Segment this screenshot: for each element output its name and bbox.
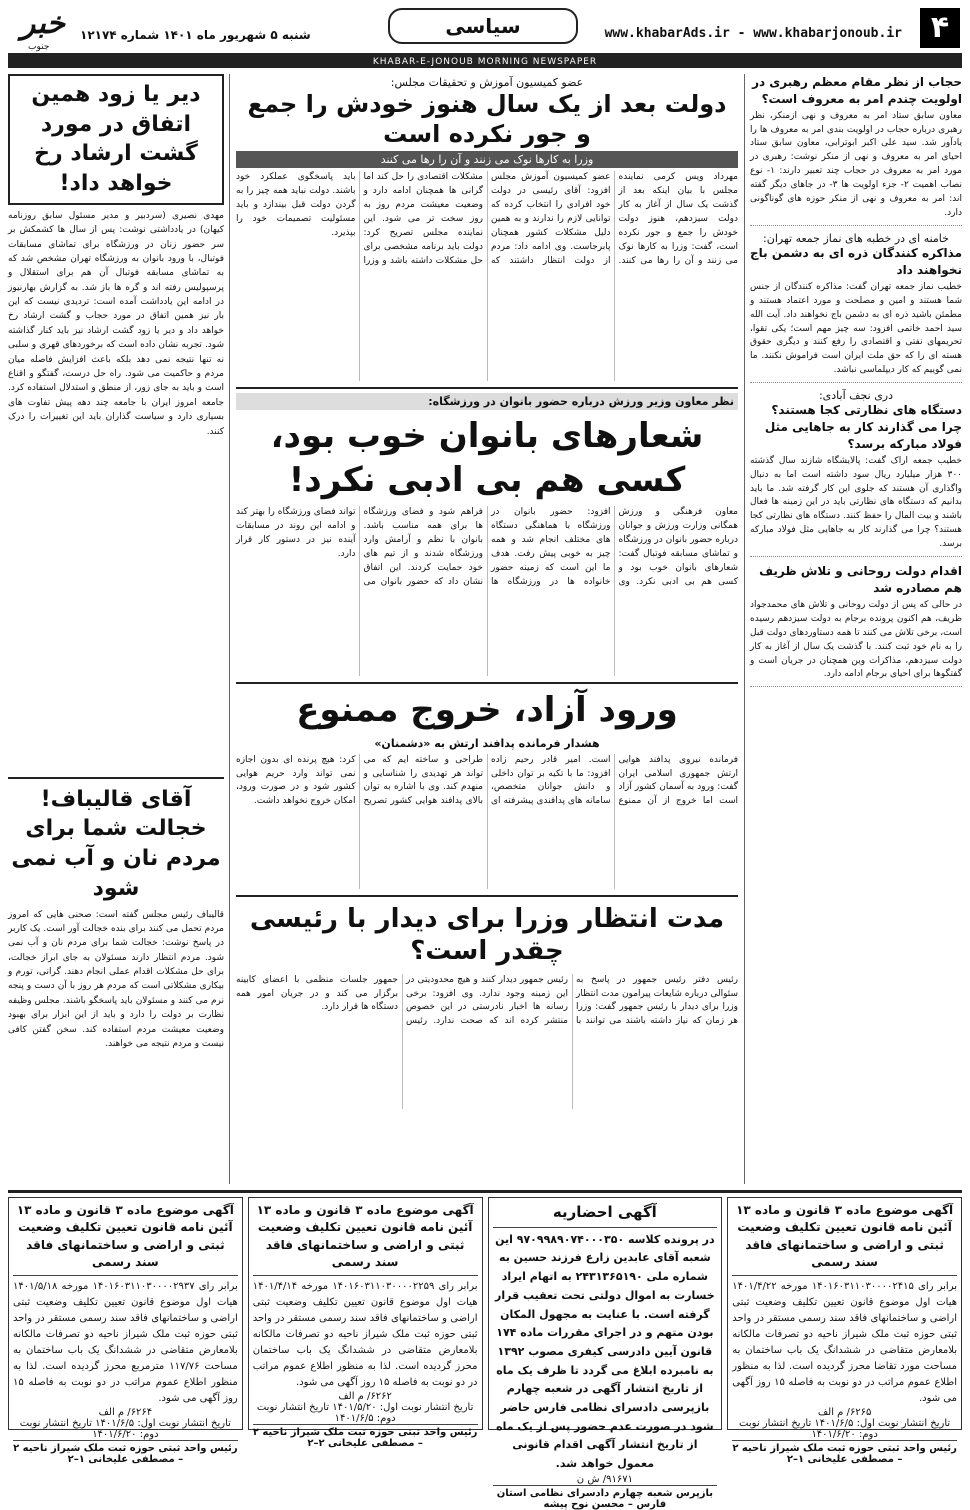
brief-title: مذاکره کنندگان ذره ای به دشمن باج نخواهند داد [749, 246, 962, 277]
ad-footer: رئیس واحد ثبتی حوزه ثبت ملک شیراز ناحیه ۲ – مصطفی علیخانی ۱–۲ [13, 1440, 238, 1465]
story-body: معاون فرهنگی و ورزش همگانی وزارت ورزش و جوانان درباره حضور بانوان در ورزشگاه و تماشای مسابقه فوتبال گفت: شعارهای بانوان خوب بود و کسی هم بی ادبی نکرد. وی افزود: حضور بانوان در ورزشگاه با هماهنگی دستگاه های مختلف انجام شد و همه چیز به خوبی پیش رفت. هدف ما این است که زمینه حضور خانواده ها در ورزشگاه ها فراهم شود و فضای ورزشگاه ها برای همه مناسب باشد. بانوان با نظم و آرامش وارد ورزشگاه شدند و از تیم های خود حمایت کردند. این اتفاق نشان داد که حضور بانوان می تواند فضای ورزشگاه را بهتر کند و ادامه این روند در مسابقات آینده نیز در دستور کار قرار دارد. [236, 507, 738, 588]
divider [236, 682, 738, 684]
story-subhead: هشدار فرمانده پدافند ارتش به «دشمنان» [374, 736, 600, 750]
banner: KHABAR-E-JONOUB MORNING NEWSPAPER [8, 56, 962, 68]
story-headline: مدت انتظار وزرا برای دیدار با رئیسی چقدر است؟ [249, 903, 725, 967]
ad-dates: تاریخ انتشار نوبت اول: ۱۴۰۱/۶/۵ تاریخ انتشار نوبت دوم: ۱۴۰۱/۶/۲۰ [739, 1417, 951, 1440]
story-ministers [236, 903, 738, 1109]
brief-kicker: دری نجف آبادی: [818, 389, 894, 403]
brief-body: خطیب نماز جمعه تهران گفت: مذاکره کنندگان از جنس شما هستند و امین و مصلحت و مورد اعتماد هستند و مطمئن باشید ذره ای به دشمن باج نخواهند داد. آیت الله سید احمد خاتمی افزود: سه چیز مهم است؛ یکی تقوا، تحریمهای نفتی و اقتصادی را رفع کنند و دیگری حقوق هسته ای را که حق ملت ایران است فراموش نکنند. ما نمی گوییم که کار دیپلماسی نباشد. [750, 281, 962, 376]
page-number: ۴ [920, 8, 960, 48]
ad-code: ۶۲۶۵/ م الف [817, 1406, 872, 1418]
story-air-defense [236, 688, 738, 888]
ad-code: ۶۲۶۲/ م الف [338, 1390, 392, 1402]
ad-body: برابر رای ۱۴۰۱۶۰۳۱۱۰۳۰۰۰۰۲۹۳۷ مورخه ۱۴۰۱/۵/۱۸ هیات اول موضوع قانون تعیین تکلیف وضعیت ثبتی اراضی و ساختمانهای فاقد سند رسمی مستقر در واحد ثبتی حوزه ثبت ملک شیراز ناحیه دو تصرفات مالکانه بلامعارض متقاضی در ششدانگ یک باب ساختمان به مساحت ۱۱۷/۷۶ مترمربع محرز گردیده است. لذا به منظور اطلاع عموم مراتب در دو نوبت به فاصله ۱۵ روز آگهی می شود. [13, 1280, 238, 1404]
brief-item [750, 74, 962, 226]
ad-title: آگهی موضوع ماده ۳ قانون و ماده ۱۳ آئین نامه قانون تعیین تکلیف وضعیت ثبتی و اراضی و ساختمانهای فاقد سند رسمی [732, 1202, 957, 1276]
legal-ads [8, 1190, 962, 1510]
brief-title: اقدام دولت روحانی و تلاش ظریف هم مصادره شد [759, 564, 962, 595]
section-title: سیاسی [388, 8, 578, 44]
story-women-stadium [236, 393, 738, 676]
ad-dates: تاریخ انتشار نوبت اول: ۱۴۰۱/۶/۵ تاریخ انتشار نوبت دوم: ۱۴۰۱/۶/۲۰ [19, 1417, 231, 1440]
story-kicker: نظر معاون وزیر ورزش درباره حضور بانوان در ورزشگاه: [236, 393, 738, 410]
brief-title: حجاب از نظر مقام معظم رهبری در اولویت چندم امر به معروف است؟ [752, 75, 962, 106]
divider [236, 387, 738, 389]
center-column [236, 74, 738, 1184]
editorial-body: قالیباف رئیس مجلس گفته است: صحنی هایی که امروز مردم تحمل می کنند برای بنده خجالت آور است. یک کاربر در پاسخ نوشت: خجالت شما برای مردم نان و آب نمی شود. مردم انتظار دارند مسئولان به جای ابراز خجالت، برای حل مشکلات اقدام عملی انجام دهند. گرانی، تورم و بیکاری مشکلاتی است که مردم هر روز با آن دست و پنجه نرم می کنند و مسئولان باید پاسخگو باشند. مجلس وظیفه نظارت بر دولت را دارد و باید از این ابزار برای بهبود وضعیت معیشت مردم استفاده کند. سخن گفتن کافی نیست و مردم نتیجه می خواهند. [8, 909, 224, 1050]
legal-ad [8, 1197, 243, 1465]
masthead [8, 8, 962, 56]
story-kicker: عضو کمیسیون آموزش و تحقیقات مجلس: [390, 76, 584, 89]
ad-footer: رئیس واحد ثبتی حوزه ثبت ملک شیراز ناحیه ۲ – مصطفی علیخانی ۲–۲ [253, 1424, 478, 1449]
editorial-body: مهدی نصیری (سردبیر و مدیر مسئول سابق روزنامه کیهان) در یادداشتی نوشت: پس از سال ها کشمکش بر سر حضور زنان در ورزشگاه برای تماشای مسابقات فوتبال، با ورود بانوان به ورزشگاه تهران مشخص شد که به تماشای مسابقه فوتبال آن هم برای استقلال و پرسپولیس رفته اند و گره ها باز شد. به گزارش بهارنیوز در ادامه این یادداشت آمده است: تردیدی نیست که این بار نیز همین اتفاق در مورد حجاب و گشت ارشاد رخ خواهد داد و دیر یا زود گشت ارشاد نیز باید کنار گذاشته شود. تجربه نشان داده است که برخوردهای قهری و سلبی نه تنها نتیجه نمی دهد بلکه باعث افزایش فاصله میان مردم و حاکمیت می شود. راه حل درست، گفتگو و اقناع است و باید به جای زور، از منطق و استدلال استفاده کرد. جامعه امروز ایران با جامعه چند دهه پیش تفاوت های بسیاری دارد و سیاست گذاران باید این تغییرات را درک کنند. [8, 210, 224, 437]
story-headline: دولت بعد از یک سال هنوز خودش را جمع و جور نکرده است [247, 90, 727, 148]
ad-body: برابر رای ۱۴۰۱۶۰۳۱۱۰۳۰۰۰۰۲۲۵۹ مورخه ۱۴۰۱/۴/۱۴ هیات اول موضوع قانون تعیین تکلیف وضعیت ثبتی اراضی و ساختمانهای فاقد سند رسمی مستقر در واحد ثبتی حوزه ثبت ملک شیراز ناحیه دو تصرفات مالکانه بلامعارض متقاضی در ششدانگ یک باب ساختمان محرز گردیده است. لذا به منظور اطلاع عموم مراتب در دو نوبت به فاصله ۱۵ روز آگهی می شود. [252, 1280, 478, 1388]
ad-body: برابر رای ۱۴۰۱۶۰۳۱۱۰۳۰۰۰۰۲۴۱۵ مورخه ۱۴۰۱/۴/۲۲ هیات اول موضوع قانون تعیین تکلیف وضعیت ثبتی اراضی و ساختمانهای فاقد سند رسمی مستقر در واحد ثبتی حوزه ثبت ملک شیراز ناحیه دو تصرفات مالکانه بلامعارض متقاضی در ششدانگ یک باب ساختمان به مساحت مورد تقاضا محرز گردیده است. لذا به منظور اطلاع عموم مراتب در دو نوبت به فاصله ۱۵ روز آگهی می شود. [732, 1280, 957, 1404]
divider [236, 895, 738, 897]
ad-body: در پرونده کلاسه ۹۷۰۹۹۸۹۰۷۴۰۰۰۳۵۰ این شعبه آقای عابدین زارع فرزند حسین به شماره ملی ۲۴۳۱۳۶۵۱۹۰ به اتهام ایراد خسارت به اموال دولتی تحت تعقیب قرار گرفته است. با عنایت به مجهول المکان بودن متهم و در اجرای مقررات ماده ۱۷۴ قانون آیین دادرسی کیفری مصوب ۱۳۹۲ به نامبرده ابلاغ می گردد تا ظرف یک ماه از تاریخ انتشار آگهی در شعبه چهارم بازپرسی دادسرای نظامی فارس حاضر شود در صورت عدم حضور پس از یک ماه از تاریخ انتشار آگهی اقدام قانونی معمول خواهد شد. [495, 1232, 715, 1470]
ad-title: آگهی موضوع ماده ۳ قانون و ماده ۱۳ آئین نامه قانون تعیین تکلیف وضعیت ثبتی و اراضی و ساختمانهای فاقد سند رسمی [13, 1202, 238, 1276]
legal-ad [488, 1197, 723, 1510]
date-issue: شنبه ۵ شهریور ماه ۱۴۰۱ شماره ۱۲۱۷۴ [80, 28, 311, 42]
legal-ad [727, 1197, 962, 1465]
brief-title: دستگاه های نظارتی کجا هستند؟ چرا می گذارند کار به جاهایی مثل فولاد مبارکه برسد؟ [764, 403, 962, 451]
ad-code: ۶۲۶۴/ م الف [98, 1406, 153, 1418]
brief-item [750, 232, 962, 383]
brief-body: معاون سابق ستاد امر به معروف و نهی ازمنکر، نظر رهبری درباره حجاب در اولویت بندی امر به معروف ها را یادآور شد. سید علی اکبر ابوترابی، معاون سابق ستاد احیای امر به معروف و نهی از منکر نوشت: رهبری در مورد امر به معروف در حجاب چند تعبیر دارند: ۱- نوع نصاب اهمیت ۲- جزء اولویت ها ۳- در جاهای دیگر گفته اند: امر به معروف و نهی از منکر حوزه های گوناگونی دارد. [750, 110, 962, 219]
editorial-headline: آقای قالیباف! خجالت شما برای مردم نان و آب نمی شود [8, 777, 224, 904]
ad-title: آگهی احضاریه [493, 1202, 718, 1228]
brief-item [750, 389, 962, 557]
newspaper-logo: خبر [20, 6, 66, 41]
story-body: رئیس دفتر رئیس جمهور در پاسخ به سئوالی درباره شایعات پیرامون مدت انتظار وزرا برای دیدار با رئیس جمهور گفت: وزرا هر زمان که نیاز داشته باشند می توانند با رئیس جمهور دیدار کنند و هیچ محدودیتی در این زمینه وجود ندارد. وی افزود: برخی رسانه ها اخبار نادرستی در این خصوص منتشر کرده اند که صحت ندارد. رئیس جمهور جلسات منظمی با اعضای کابینه برگزار می کند و در جریان امور همه دستگاه ها قرار دارد. [236, 974, 738, 1027]
ad-code: ۹۱۶۷۱/ ش ن [576, 1473, 633, 1485]
story-government [236, 76, 738, 381]
newspaper-logo-sub: جنوب [28, 42, 50, 52]
story-body: فرمانده نیروی پدافند هوایی ارتش جمهوری اسلامی ایران گفت: ورود به آسمان کشور آزاد است اما خروج از آن ممنوع است. امیر قادر رحیم زاده افزود: ما با تکیه بر توان داخلی و دانش جوانان متخصص، سامانه های پدافندی پیشرفته ای طراحی و ساخته ایم که می تواند هر تهدیدی را شناسایی و منهدم کند. وی با اشاره به توان بالای پدافند هوایی کشور تصریح کرد: هیچ پرنده ای بدون اجازه نمی تواند وارد حریم هوایی کشور شود و در صورت ورود، امکان خروج نخواهد داشت. [236, 754, 738, 807]
editorial-headline: دیر یا زود همین اتفاق در مورد گشت ارشاد رخ خواهد داد! [8, 74, 224, 205]
story-subhead: وزرا به کارها نوک می زنند و آن را رها می کنند [236, 151, 738, 168]
left-column [8, 74, 230, 1184]
brief-body: خطیب جمعه اراک گفت: پالایشگاه شازند سال گذشته ۳۰۰ هزار میلیارد ریال سود داشته است اما به دنبال واگذاری آن هستند که جلوی این کار گرفته شد. ما باید بدانیم که دستگاه های نظارتی باید در این زمینه ها فعال باشند و بیت المال را حفظ کنند. دستگاه های نظارتی کجا هستند؟ چرا می گذارند کار به جاهایی مثل فولاد مبارکه برسد. [750, 455, 962, 550]
ad-title: آگهی موضوع ماده ۳ قانون و ماده ۱۳ آئین نامه قانون تعیین تکلیف وضعیت ثبتی و اراضی و ساختمانهای فاقد سند رسمی [253, 1202, 478, 1276]
right-column [744, 74, 962, 1184]
ad-footer: بازپرس شعبه چهارم دادسرای نظامی استان فارس – محسن نوح پیشه [493, 1485, 718, 1510]
story-headline: ورود آزاد، خروج ممنوع [296, 690, 678, 731]
brief-item [750, 563, 962, 687]
website-url[interactable]: www.khabarAds.ir - www.khabarjonoub.ir [604, 26, 902, 41]
brief-kicker: خامنه ای در خطبه های نماز جمعه تهران: [763, 232, 949, 246]
brief-body: در حالی که پس از دولت روحانی و تلاش های محمدجواد ظریف، هم اکنون پرونده برجام به دولت سیزدهم رسیده است، برخی تلاش می کنند تا همه دستاوردهای دولت قبل را به نام خود ثبت کنند. با گذشت یک سال از آغاز به کار دولت سیزدهم، مذاکرات وین همچنان در جریان است و گفتگوها برای احیای برجام ادامه دارد. [750, 599, 962, 680]
ad-footer: رئیس واحد ثبتی حوزه ثبت ملک شیراز ناحیه ۲ – مصطفی علیخانی ۱–۲ [732, 1440, 957, 1465]
story-headline: شعارهای بانوان خوب بود، کسی هم بی ادبی نکرد! [270, 416, 704, 501]
ad-dates: تاریخ انتشار نوبت اول: ۱۴۰۱/۵/۲۰ تاریخ انتشار نوبت دوم: ۱۴۰۱/۶/۵ [256, 1401, 474, 1424]
story-body: مهرداد ویس کرمی نماینده مجلس با بیان اینکه بعد از گذشت یک سال از آغاز به کار دولت سیزدهم، هنوز دولت خودش را جمع و جور نکرده است، گفت: وزرا به کارها نوک می زنند و آن را رها می کنند. عضو کمیسیون آموزش مجلس افزود: آقای رئیسی در دولت خود افرادی را انتخاب کرده که توانایی لازم را ندارند و به همین دلیل مشکلات کشور همچنان پابرجاست. وی ادامه داد: مردم از دولت انتظار داشتند که مشکلات اقتصادی را حل کند اما گرانی ها همچنان ادامه دارد و وضعیت معیشت مردم روز به روز سخت تر می شود. این نماینده مجلس تصریح کرد: دولت باید برنامه مشخصی برای حل مشکلات داشته باشد و وزرا باید پاسخگوی عملکرد خود باشند. دولت نباید همه چیز را به گردن دولت قبل بیندازد و باید مسئولیت تصمیمات خود را بپذیرد. [236, 172, 738, 266]
legal-ad [248, 1197, 483, 1449]
